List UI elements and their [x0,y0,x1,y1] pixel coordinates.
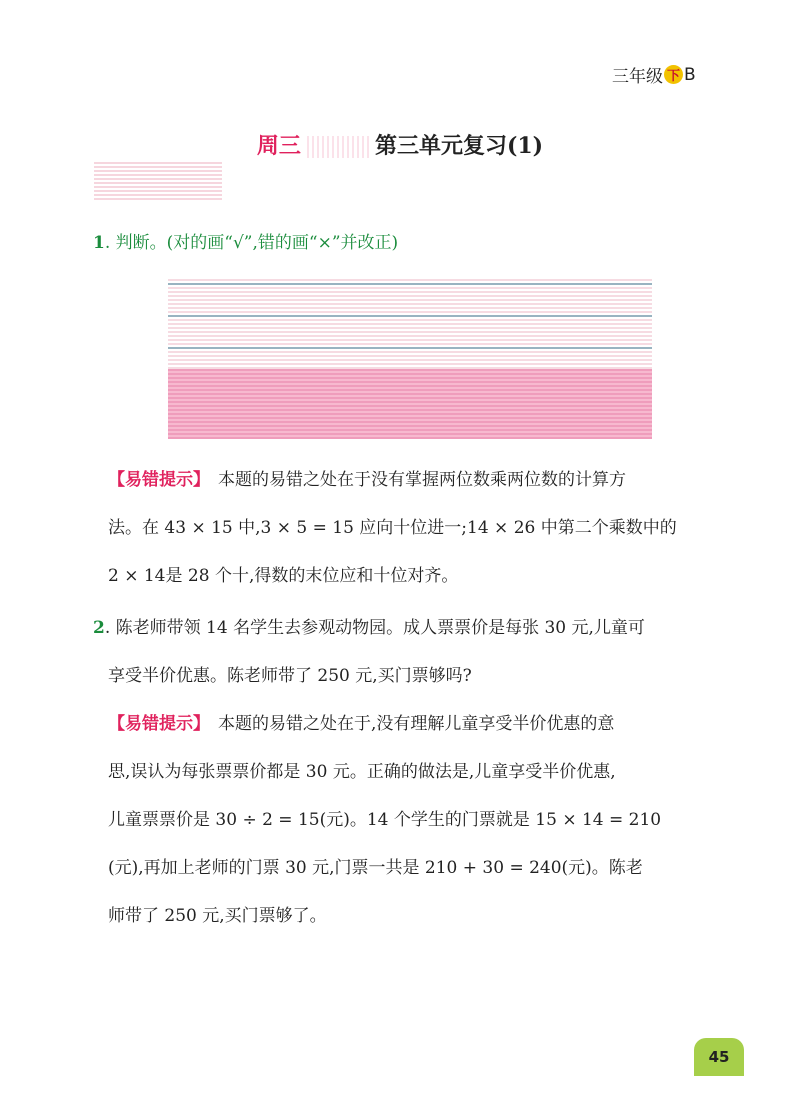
tip-line: 法。在 43 × 15 中,3 × 5 = 15 应向十位进一;14 × 26 中第二个乘数中的 [108,518,677,538]
grade-prefix: 三年级 [612,67,663,87]
question-1-table-image [168,277,652,439]
question-1-number: 1 [93,233,105,253]
grade-suffix: B [684,64,696,85]
tip-line: 【易错提示】 本题的易错之处在于,没有理解儿童享受半价优惠的意 [108,714,615,734]
tip-line: 儿童票票价是 30 ÷ 2 = 15(元)。14 个学生的门票就是 15 × 14 = 210 [108,810,662,830]
question-1-text: . 判断。(对的画“√”,错的画“×”并改正) [104,233,399,253]
tip-line: (元),再加上老师的门票 30 元,门票一共是 210 + 30 = 240(元)。陈老 [108,858,643,878]
table-upper [168,277,652,369]
grade-label [612,62,696,87]
title-ornament [94,160,222,200]
title-decoration [307,136,369,158]
tip-label: 【易错提示】 [108,470,210,490]
page-number: 45 [694,1038,744,1076]
semester-badge: 下 [664,65,683,84]
tip-label: 【易错提示】 [108,714,210,734]
tip-line: 师带了 250 元,买门票够了。 [108,906,327,926]
question-2-line: 2. 陈老师带领 14 名学生去参观动物园。成人票票价是每张 30 元,儿童可 [93,618,645,638]
title-unit: 第三单元复习(1) [374,133,544,159]
tip-line: 2 × 14是 28 个十,得数的末位应和十位对齐。 [108,566,459,586]
question-2 [93,604,708,700]
tip-line: 思,误认为每张票票价都是 30 元。正确的做法是,儿童享受半价优惠, [108,762,616,782]
question-2-tip [108,700,708,940]
question-1-prompt [93,228,398,253]
question-2-line: 享受半价优惠。陈老师带了 250 元,买门票够吗? [108,666,472,686]
page-title [0,129,800,160]
question-2-number: 2 [93,618,105,638]
question-1-tip [108,456,708,600]
table-lower [168,369,652,439]
title-day: 周三 [256,133,301,159]
tip-line: 【易错提示】 本题的易错之处在于没有掌握两位数乘两位数的计算方 [108,470,626,490]
